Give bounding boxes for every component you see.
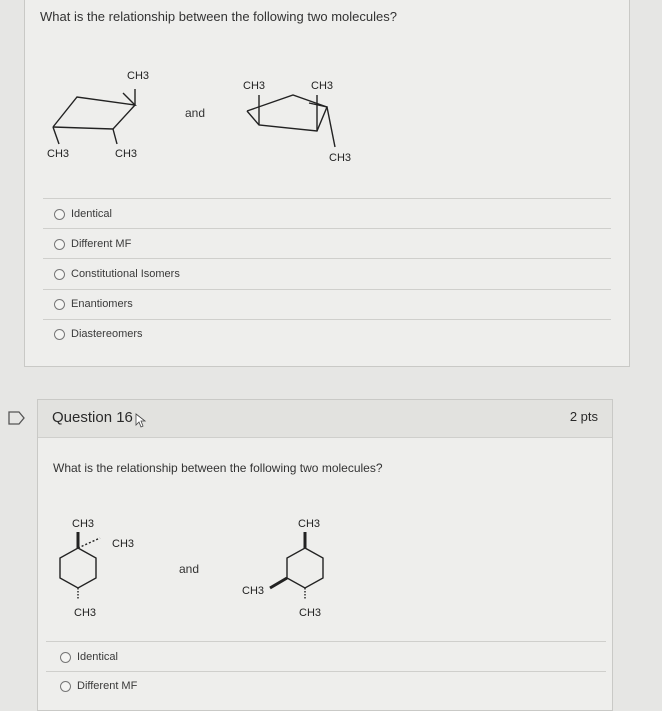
mol1-ch3-top: CH3 bbox=[127, 70, 150, 82]
q16-mol1-ch3-right: CH3 bbox=[112, 538, 135, 550]
question-16-text: What is the relationship between the following two molecules? bbox=[53, 461, 383, 475]
question-15-card bbox=[24, 0, 630, 367]
option-label: Enantiomers bbox=[71, 298, 133, 310]
q16-mol1-ch3-top: CH3 bbox=[72, 518, 95, 530]
radio-button[interactable] bbox=[54, 269, 65, 280]
radio-button[interactable] bbox=[60, 681, 71, 692]
mol1-ch3-bottom-right: CH3 bbox=[115, 148, 138, 160]
q16-mol1-ch3-bottom: CH3 bbox=[74, 607, 97, 619]
q16-mol2-ch3-top: CH3 bbox=[298, 518, 321, 530]
q16-option-different-mf[interactable] bbox=[60, 680, 137, 692]
q15-option-enantiomers[interactable] bbox=[54, 298, 133, 310]
mol2-ch3-bottom: CH3 bbox=[329, 152, 352, 164]
question-16-card bbox=[37, 399, 613, 711]
divider bbox=[43, 289, 611, 290]
mol1-ch3-bottom-left: CH3 bbox=[47, 148, 70, 160]
flag-icon[interactable] bbox=[8, 410, 26, 426]
q15-and-connector: and bbox=[185, 106, 206, 120]
divider bbox=[46, 671, 606, 672]
divider bbox=[43, 258, 611, 259]
question-16-points: 2 pts bbox=[569, 409, 598, 424]
option-label: Constitutional Isomers bbox=[71, 268, 180, 280]
divider bbox=[43, 319, 611, 320]
question-15-molecules bbox=[25, 49, 385, 189]
option-label: Different MF bbox=[71, 238, 132, 250]
divider bbox=[43, 228, 611, 229]
mol2-ch3-top-right: CH3 bbox=[311, 80, 334, 92]
q15-option-constitutional-isomers[interactable] bbox=[54, 268, 180, 280]
divider bbox=[43, 198, 611, 199]
q15-option-identical[interactable] bbox=[54, 208, 112, 220]
q16-mol2-ch3-left: CH3 bbox=[242, 585, 265, 597]
radio-button[interactable] bbox=[54, 239, 65, 250]
q16-option-identical[interactable] bbox=[60, 651, 118, 663]
q16-and-connector: and bbox=[179, 562, 200, 576]
option-label: Identical bbox=[71, 208, 112, 220]
q15-option-different-mf[interactable] bbox=[54, 238, 131, 250]
option-label: Identical bbox=[77, 651, 118, 663]
question-16-molecules bbox=[38, 510, 358, 630]
mol2-ch3-top-left: CH3 bbox=[243, 80, 266, 92]
option-label: Diastereomers bbox=[71, 328, 143, 340]
divider bbox=[46, 641, 606, 642]
radio-button[interactable] bbox=[54, 209, 65, 220]
cursor-icon bbox=[135, 413, 147, 429]
q15-option-diastereomers[interactable] bbox=[54, 328, 143, 340]
radio-button[interactable] bbox=[54, 329, 65, 340]
question-16-header bbox=[38, 400, 612, 438]
option-label: Different MF bbox=[77, 680, 138, 692]
q16-mol2-ch3-bottom: CH3 bbox=[299, 607, 322, 619]
question-15-text: What is the relationship between the following two molecules? bbox=[40, 9, 397, 24]
question-16-title: Question 16 bbox=[52, 409, 133, 426]
radio-button[interactable] bbox=[54, 299, 65, 310]
radio-button[interactable] bbox=[60, 652, 71, 663]
